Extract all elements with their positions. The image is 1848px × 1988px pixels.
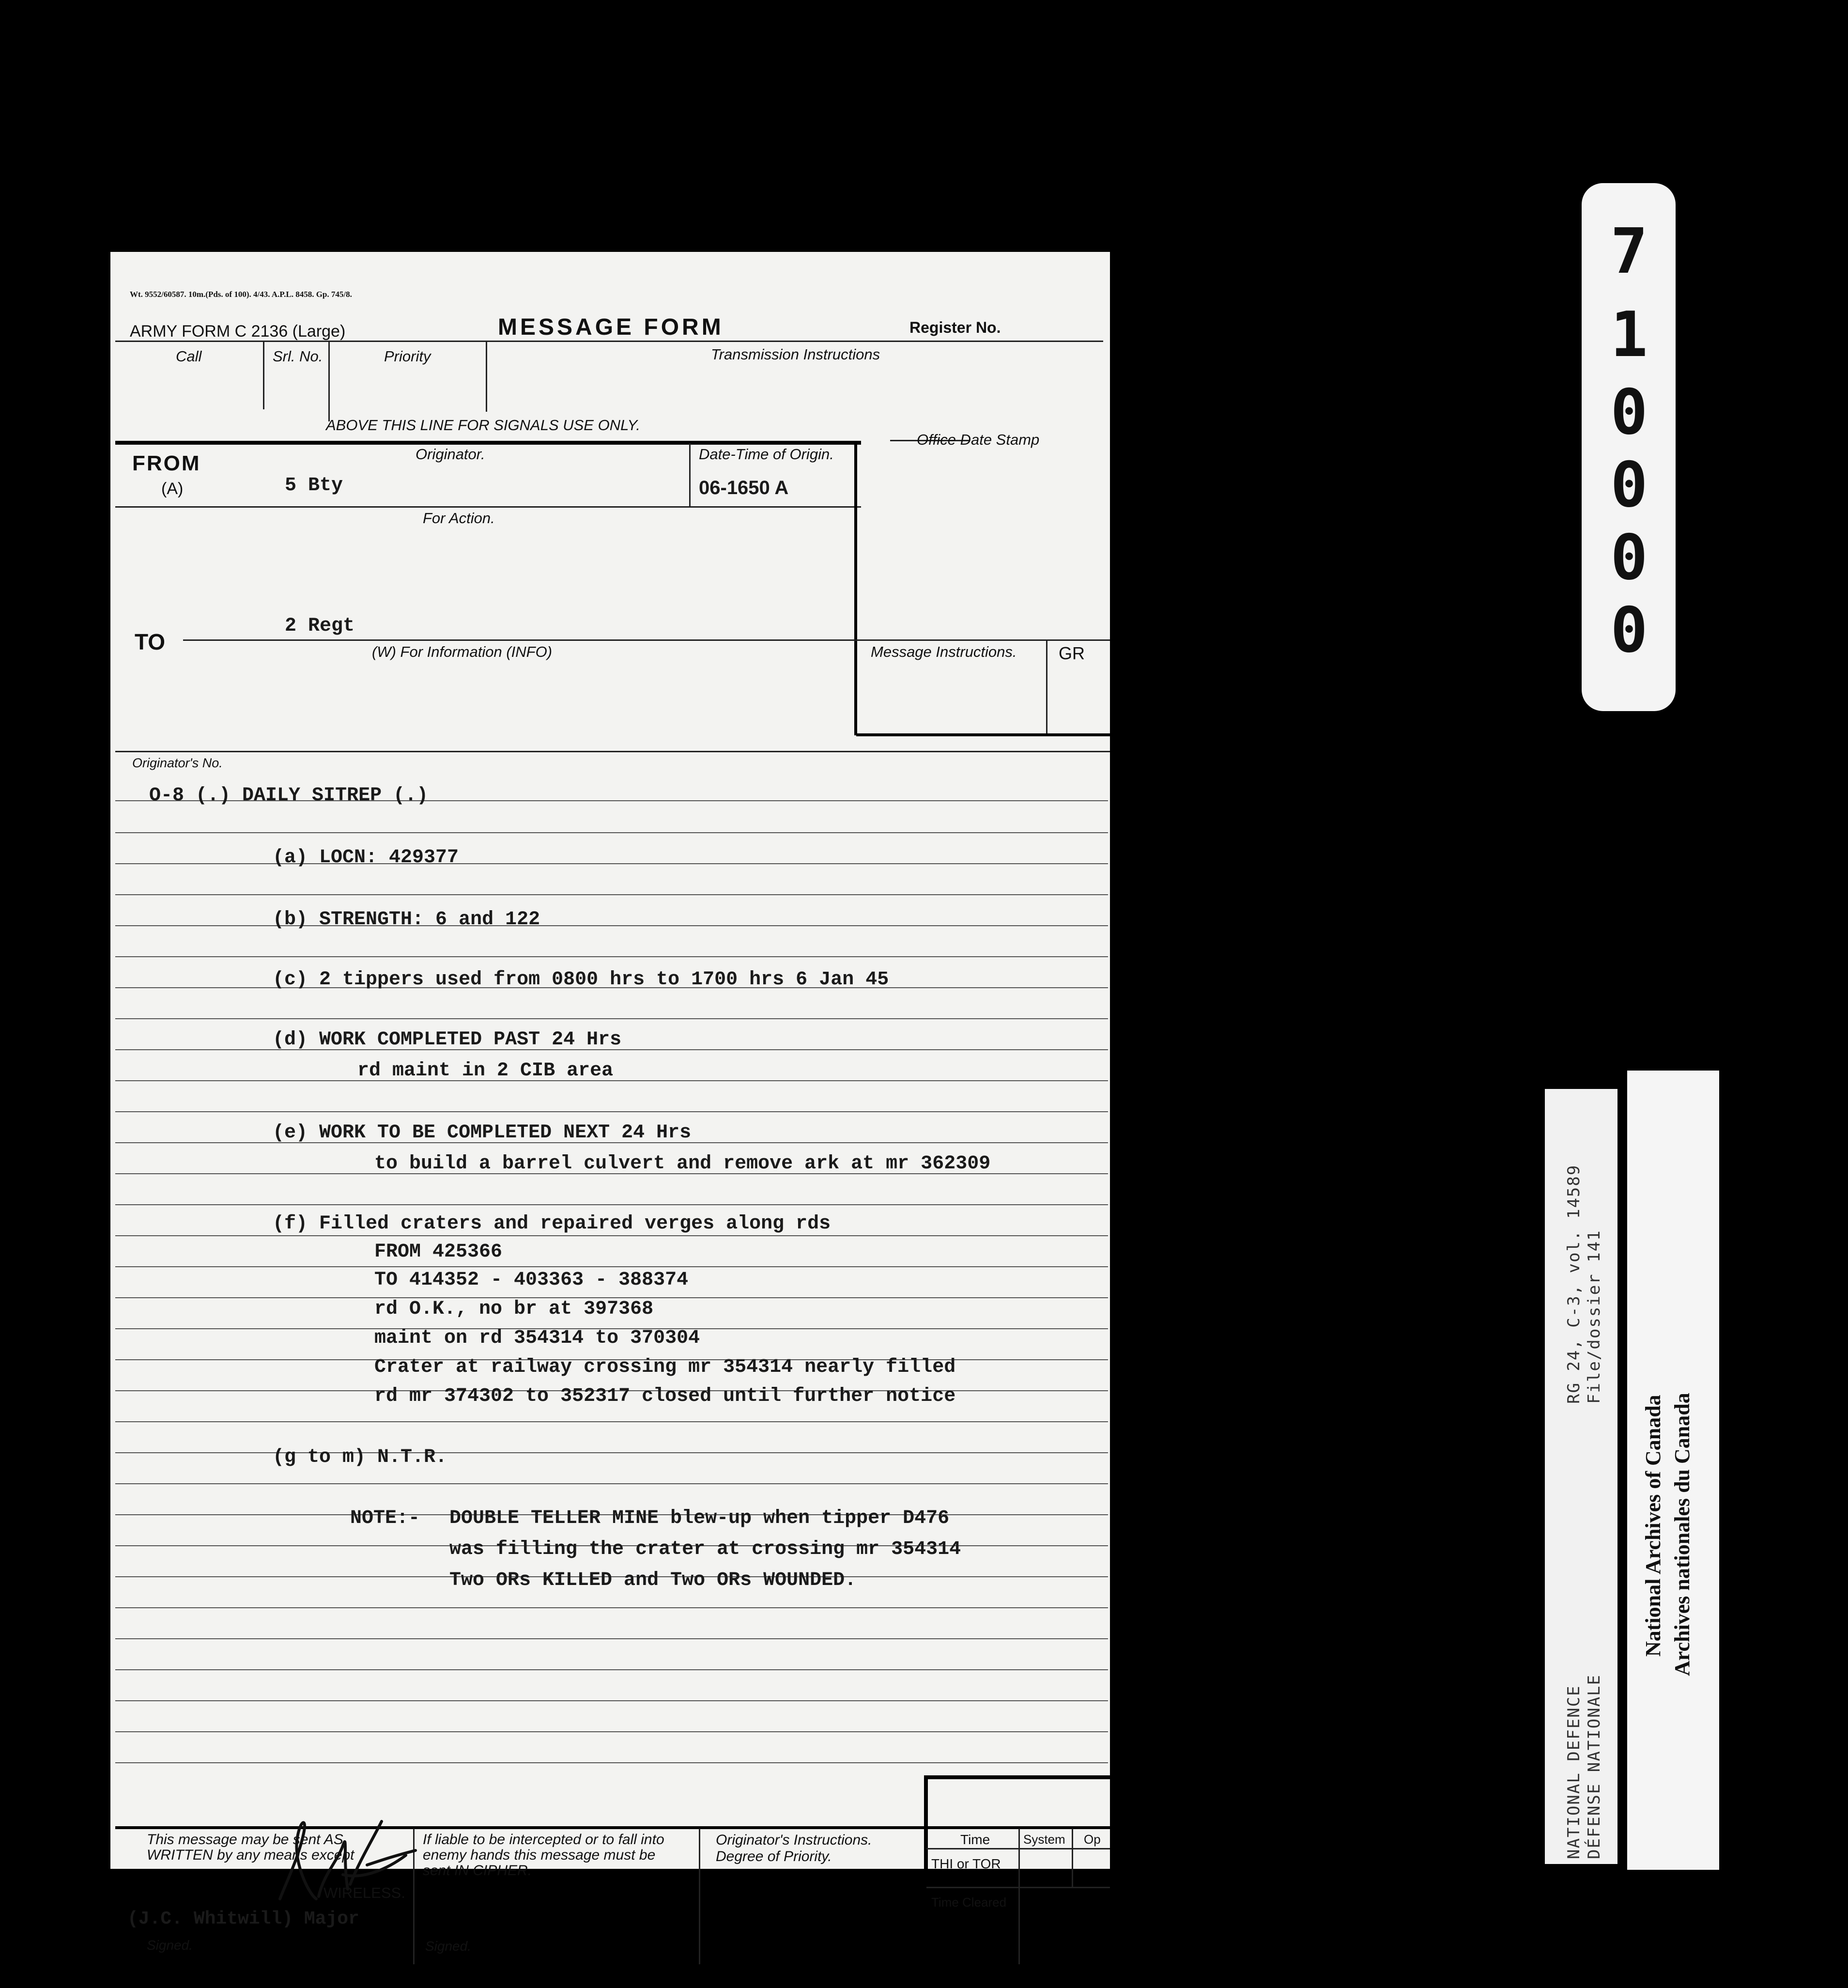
ref-line-1: RG 24, C-3, vol. 14589 [1564, 1164, 1584, 1404]
cipher-note: If liable to be intercepted or to fall into enemy hands this message must be sent IN CIPHER. [423, 1832, 664, 1879]
msg-line-f-2: maint on rd 354314 to 370304 [374, 1327, 700, 1349]
reference-strip [1545, 1089, 1617, 1864]
counter-digit-4: 0 [1610, 449, 1648, 521]
msg-line-f-1: rd O.K., no br at 397368 [374, 1298, 654, 1320]
msg-line-c: (c) 2 tippers used from 0800 hrs to 1700 hrs 6 Jan 45 [273, 969, 889, 991]
counter-digit-3: 0 [1610, 376, 1648, 449]
note-line-3: Two ORs KILLED and Two ORs WOUNDED. [449, 1569, 857, 1591]
note-line-1: DOUBLE TELLER MINE blew-up when tipper D476 [449, 1507, 950, 1529]
thi-tor-label: THI or TOR [931, 1856, 1001, 1871]
sent-note: This message may be sent AS WRITTEN by any means except [147, 1832, 354, 1863]
msg-line-d: (d) WORK COMPLETED PAST 24 Hrs [273, 1029, 622, 1051]
call-label: Call [176, 348, 202, 365]
counter-digit-2: 1 [1610, 299, 1648, 371]
system-label: System [1023, 1832, 1065, 1847]
frame-counter-tag [1582, 183, 1676, 711]
originator-label: Originator. [416, 446, 485, 463]
op-label: Op [1084, 1832, 1101, 1847]
msg-line-e-detail: to build a barrel culvert and remove ark at mr 362309 [374, 1153, 991, 1175]
counter-digit-5: 0 [1610, 522, 1648, 594]
dept-line-2: DÉFENSE NATIONALE [1585, 1674, 1604, 1859]
note-label: NOTE:- [350, 1507, 420, 1529]
note-line-2: was filling the crater at crossing mr 354314 [449, 1538, 961, 1560]
msg-line-e: (e) WORK TO BE COMPLETED NEXT 24 Hrs [273, 1122, 692, 1144]
transmission-label: Transmission Instructions [711, 346, 880, 363]
handwritten-signature [270, 1802, 425, 1913]
originator-value: 5 Bty [285, 475, 343, 497]
archive-line-fr: Archives nationales du Canada [1670, 1393, 1694, 1676]
srl-no-label: Srl. No. [273, 348, 323, 365]
for-action-label: For Action. [423, 510, 495, 527]
message-form-paper [110, 252, 1110, 1954]
counter-digit-6: 0 [1610, 594, 1648, 667]
form-id: ARMY FORM C 2136 (Large) [130, 322, 346, 341]
time-label: Time [960, 1832, 990, 1847]
form-title: MESSAGE FORM [498, 314, 724, 340]
degree-label: Degree of Priority. [716, 1848, 832, 1864]
signed-label-2: Signed. [425, 1939, 471, 1954]
msg-line-f-from: FROM 425366 [374, 1241, 503, 1263]
msg-instr-label: Message Instructions. [871, 643, 1017, 660]
msg-line-f: (f) Filled craters and repaired verges along rds [273, 1213, 831, 1235]
gr-label: GR [1059, 643, 1085, 663]
signatory: (J.C. Whitwill) Major [127, 1909, 359, 1929]
dept-line-1: NATIONAL DEFENCE [1564, 1685, 1584, 1859]
to-label: TO [135, 629, 166, 654]
msg-line-f-4: rd mr 374302 to 352317 closed until further notice [374, 1385, 956, 1407]
office-stamp-label: Office Date Stamp [917, 431, 1040, 448]
msg-line-heading: O-8 (.) DAILY SITREP (.) [149, 785, 429, 807]
msg-line-b: (b) STRENGTH: 6 and 122 [273, 909, 540, 931]
to-value: 2 Regt [285, 615, 355, 637]
archive-label-strip [1627, 1071, 1719, 1870]
print-line: Wt. 9552/60587. 10m.(Pds. of 100). 4/43. A.P.L. 8458. Gp. 745/8. [130, 290, 352, 299]
orig-instr-label: Originator's Instructions. [716, 1832, 872, 1848]
wireless-label: WIRELESS. [323, 1884, 405, 1901]
from-label: FROM [132, 451, 201, 475]
msg-line-f-to: TO 414352 - 403363 - 388374 [374, 1269, 689, 1291]
msg-line-d-detail: rd maint in 2 CIB area [357, 1060, 614, 1082]
ref-line-2: File/dossier 141 [1585, 1229, 1604, 1404]
orig-no-label: Originator's No. [132, 756, 223, 770]
priority-label: Priority [384, 348, 431, 365]
signed-label: Signed. [147, 1938, 193, 1953]
archive-line-en: National Archives of Canada [1641, 1395, 1665, 1657]
register-label: Register No. [909, 319, 1001, 336]
dto-value: 06-1650 A [699, 477, 789, 498]
dto-label: Date-Time of Origin. [699, 446, 834, 463]
from-a-label: (A) [161, 480, 184, 498]
info-label: (W) For Information (INFO) [372, 643, 553, 660]
msg-line-g: (g to m) N.T.R. [273, 1446, 447, 1468]
time-cleared-label: Time Cleared [931, 1895, 1007, 1910]
msg-line-f-3: Crater at railway crossing mr 354314 nearly filled [374, 1356, 956, 1378]
msg-line-a: (a) LOCN: 429377 [273, 847, 459, 869]
counter-digit-1: 7 [1610, 216, 1648, 288]
signals-note: ABOVE THIS LINE FOR SIGNALS USE ONLY. [326, 417, 640, 434]
